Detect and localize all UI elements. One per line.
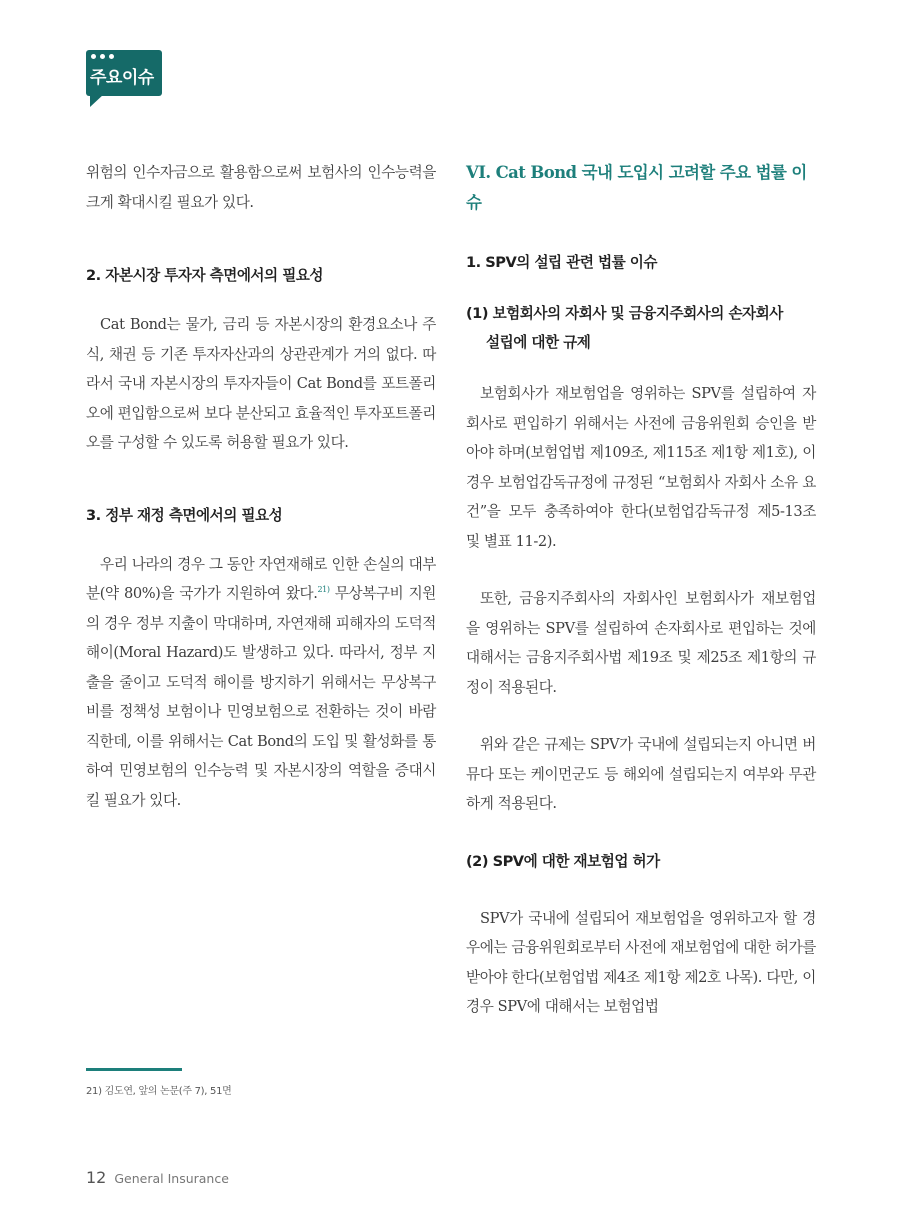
footnote-divider (86, 1068, 182, 1071)
right-column (466, 158, 816, 1022)
subheading-subsidiary-line1: (1) 보험회사의 자회사 및 금융지주회사의 손자회사 (466, 305, 783, 322)
page-number: 12 (86, 1168, 107, 1187)
subheading-reinsurance-license: (2) SPV에 대한 재보험업 허가 (466, 852, 660, 870)
paragraph-regulation-scope: 위와 같은 규제는 SPV가 국내에 설립되는지 아니면 버뮤다 또는 케이먼군도 등 해외에 설립되는지 여부와 무관하게 적용된다. (466, 736, 816, 812)
page-folio (86, 1168, 229, 1187)
left-column (86, 158, 436, 815)
footnote-text: 21) 김도연, 앞의 논문(주 7), 51면 (86, 1086, 232, 1097)
heading-spv-legal: 1. SPV의 설립 관련 법률 이슈 (466, 254, 657, 271)
intro-paragraph: 위험의 인수자금으로 활용함으로써 보험사의 인수능력을 크게 확대시킬 필요가 있다. (86, 164, 436, 211)
paragraph-insurer-subsidiary: 보험회사가 재보험업을 영위하는 SPV를 설립하여 자회사로 편입하기 위해서는 사전에 금융위원회 승인을 받아야 하며(보험업법 제109조, 제115조 제1항 제1호), 이 경우 보험업감독규정에 규정된 “보험회사 자회사 소유 요건”을 모두 충족하여야 한다(보험업감독규정 제5-13조 및 별표 11-2). (466, 385, 816, 550)
heading-capital-market: 2. 자본시장 투자자 측면에서의 필요성 (86, 267, 323, 284)
speech-bubble-tail (90, 94, 104, 107)
paragraph-text-part2: 무상복구비 지원의 경우 정부 지출이 막대하며, 자연재해 피해자의 도덕적 해이(Moral Hazard)도 발생하고 있다. 따라서, 정부 지출을 줄이고 도덕적 해이를 방지하기 위해서는 무상복구비를 정책성 보험이나 민영보험으로 전환하는 것이 바람직한데, 이를 위해서는 Cat Bond의 도입 및 활성화를 통하여 민영보험의 인수능력 및 자본시장의 역할을 증대시킬 필요가 있다. (86, 585, 436, 809)
section-title: VI. Cat Bond 국내 도입시 고려할 주요 법률 이슈 (466, 163, 807, 212)
heading-government-finance: 3. 정부 재정 측면에서의 필요성 (86, 506, 283, 524)
paragraph-holding-company: 또한, 금융지주회사의 자회사인 보험회사가 재보험업을 영위하는 SPV를 설립하여 손자회사로 편입하는 것에 대해서는 금융지주회사법 제19조 및 제25조 제1항의 규정이 적용된다. (466, 590, 816, 696)
subheading-subsidiary-line2: 설립에 대한 규제 (486, 334, 591, 351)
section-badge (86, 50, 162, 108)
paragraph-text-part1: 우리 나라의 경우 그 동안 자연재해로 인한 손실의 대부분(약 80%)을 국가가 지원하여 왔다. (86, 555, 436, 602)
publication-name: General Insurance (114, 1171, 229, 1186)
dots-icon (91, 54, 114, 59)
badge-label: 주요이슈 (90, 68, 154, 88)
footnote-ref[interactable]: 21) (317, 585, 330, 595)
paragraph-reinsurance-license: SPV가 국내에 설립되어 재보험업을 영위하고자 할 경우에는 금융위원회로부터 사전에 재보험업에 대한 허가를 받아야 한다(보험업법 제4조 제1항 제2호 나목). 다만, 이 경우 SPV에 대해서는 보험업법 (466, 909, 816, 1015)
paragraph-capital-market: Cat Bond는 물가, 금리 등 자본시장의 환경요소나 주식, 채권 등 기존 투자자산과의 상관관계가 거의 없다. 따라서 국내 자본시장의 투자자들이 Cat Bond를 포트폴리오에 편입함으로써 보다 분산되고 효율적인 투자포트폴리오를 구성할 수 있도록 허용할 필요가 있다. (86, 316, 436, 451)
paragraph-government-finance (86, 550, 436, 816)
